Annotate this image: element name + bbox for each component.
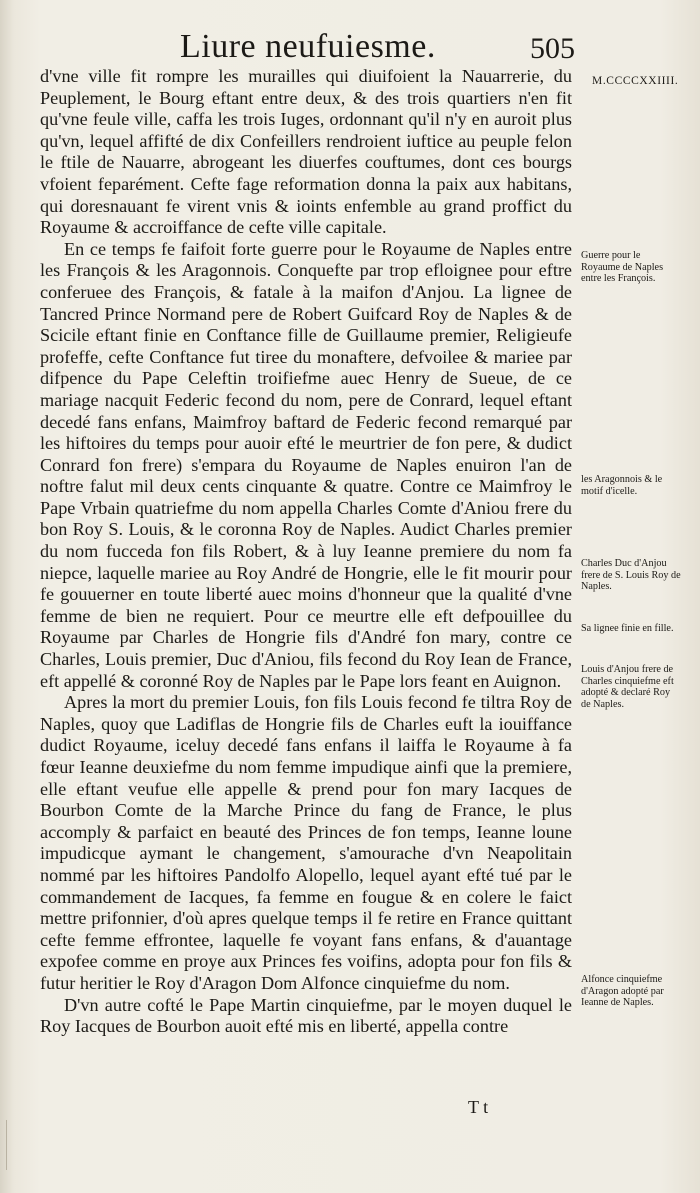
body-text xyxy=(40,66,572,1038)
margin-note: Alfonce cinquiefme d'Aragon adopté par Ieanne de Naples. xyxy=(581,974,664,1009)
paragraph: Apres la mort du premier Louis, fon fils Louis fecond fe tiltra Roy de Naples, quoy que Ladiflas de Hongrie fils de Charles euft la iouiffance dudict Royaume, iceluy decedé fans enfans il laiffa le Royaume à fa fœur Ieanne deuxiefme du nom femme impudique ainfi que la premiere, elle eftant veufue elle appelle & prend pour fon mary Iacques de Bourbon Comte de la Marche Prince du fang de France, le plus accomply & parfaict en beauté des Princes de fon temps, Ieanne loune impudicque aymant le changement, s'amourache d'vn Neapolitain nommé par les hiftoires Pandolfo Alopello, lequel ayant efté tué par le commandement de Iacques, fa femme en fougue & en colere le faict mettre prifonnier, d'où apres quelque temps il fe retire en France quittant cefte femme effrontee, laquelle fe voyant fans enfans, & d'auantage expofee comme en proye aux Princes fes voifins, adopta pour fon fils & futur heritier le Roy d'Aragon Dom Alfonce cinquiefme du nom. xyxy=(40,692,572,993)
margin-note: Louis d'Anjou frere de Charles cinquiefme eft adopté & declaré Roy de Naples. xyxy=(581,664,674,710)
margin-note: Sa lignee finie en fille. xyxy=(581,623,674,634)
margin-year: M.CCCCXXIIII. xyxy=(592,75,679,87)
margin-note: Guerre pour le Royaume de Naples entre les François. xyxy=(581,250,664,285)
paragraph: En ce temps fe faifoit forte guerre pour le Royaume de Naples entre les François & les Aragonnois. Conquefte par trop efloignee pour eftre conferuee des François, & fatale à la maifon d'Anjou. La lignee de Tancred Prince Normand pere de Robert Guifcard Roy de Naples & de Scicile eftant finie en Conftance fille de Guillaume premier, Religieufe profeffe, cefte Conftance fut tiree du monaftere, defvoilee & mariee par difpence du Pape Celeftin troifiefme auec Henry de Sueue, de ce mariage nacquit Federic fecond du nom, pere de Conrard, lequel eftant decedé fans enfans, Maimfroy baftard de Federic fecond remarqué par les hiftoires du temps pour auoir efté le meurtrier de fon pere, & dudict Conrard fon frere) s'empara du Royaume de Naples enuiron l'an de noftre falut mil deux cents cinquante & quatre. Contre ce Maimfroy le Pape Vrbain quatriefme du nom appella Charles Comte d'Aniou frere du bon Roy S. Louis, & le coronna Roy de Naples. Audict Charles premier du nom fucceda fon fils Robert, & à luy Ieanne premiere du nom fa niepce, laquelle mariee au Roy André de Hongrie, elle le fit mourir pour fe gouuerner en toute liberté auec moins d'honneur que la qualité d'vne femme de bien ne requiert. Pour ce meurtre elle eft defpouillee du Royaume par Charles de Hongrie fils d'André fon mary, contre ce Charles, Louis premier, Duc d'Aniou, fils fecond du Roy Iean de France, eft appellé & coronné Roy de Naples par le Pape lors feant en Auignon. xyxy=(40,238,572,691)
catchword: T t xyxy=(468,1097,489,1117)
page-number: 505 xyxy=(530,32,575,65)
margin-note: les Aragonnois & le motif d'icelle. xyxy=(581,474,663,497)
running-title: Liure neufuiesme. xyxy=(180,28,436,65)
paragraph: D'vn autre cofté le Pape Martin cinquiefme, par le moyen duquel le Roy Iacques de Bourbon auoit efté mis en liberté, appella contre xyxy=(40,994,572,1037)
page-edge-mark xyxy=(6,1120,11,1170)
paragraph: d'vne ville fit rompre les murailles qui diuifoient la Nauarrerie, du Peuplement, le Bourg eftant entre deux, & des trois quartiers n'en fit qu'vne feule ville, caffa les trois Iuges, ordonnant qu'il n'y en auroit plus qu'vn, lequel affifté de dix Confeillers rendroient iuftice au peuple felon le ftile de Nauarre, abrogeant les diuerfes couftumes, dont ces bourgs vfoient feparément. Cefte fage reformation donna la paix aux habitans, qui doresnauant fe virent vnis & ioints enfemble au grand proffict du Royaume & accroiffance de cefte ville capitale. xyxy=(40,66,572,238)
margin-note: Charles Duc d'Anjou frere de S. Louis Roy de Naples. xyxy=(581,558,681,593)
